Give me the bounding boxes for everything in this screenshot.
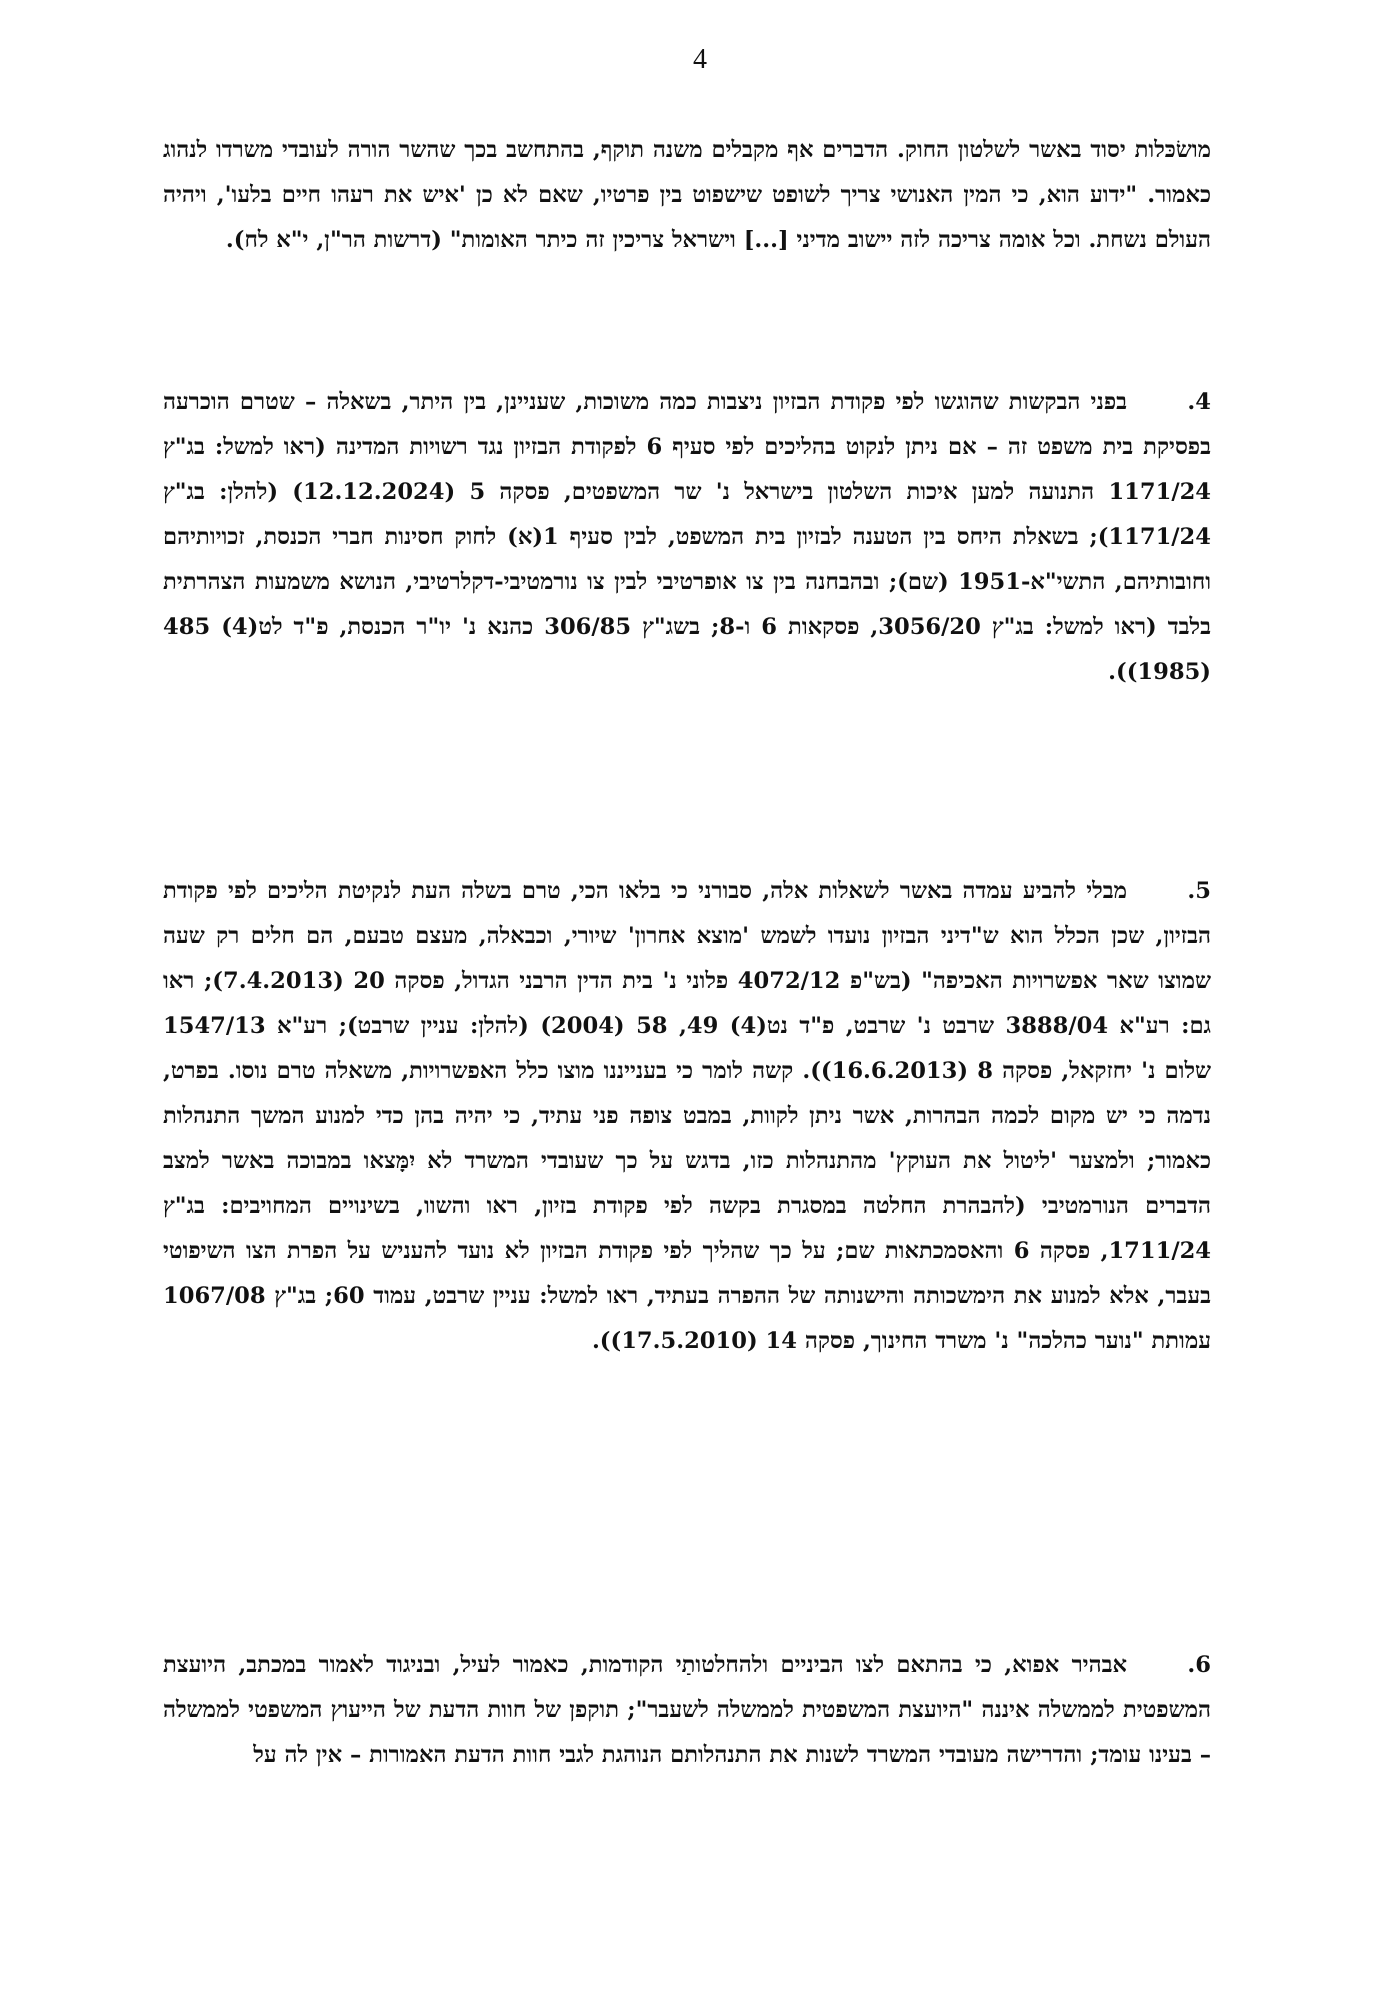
paragraph-number: 5. [1187, 878, 1211, 904]
paragraph-number: 6. [1187, 1652, 1211, 1678]
paragraph-3-continuation [163, 128, 1211, 263]
paragraph-body: מבלי להביע עמדה באשר לשאלות אלה, סבורני כי בלאו הכי, טרם בשלה העת לנקיטת הליכים לפי פקודת הבזיון, שכן הכלל הוא ש"דיני הבזיון נועדו לשמש 'מוצא אחרון' שיורי, וכבאלה, מעצם טבעם, הם חלים רק שעה שמוצו שאר אפשרויות האכיפה" (בש"פ 4072/12 פלוני נ' בית הדין הרבני הגדול, פסקה 20 (7.4.2013); ראו גם: רע"א 3888/04 שרבט נ' שרבט, פ"ד נט(4) 49, 58 (2004) (להלן: עניין שרבט); רע"א 1547/13 שלום נ' יחזקאל, פסקה 8 (16.6.2013)). קשה לומר כי בענייננו מוצו כלל האפשרויות, משאלה טרם נוסו. בפרט, נדמה כי יש מקום לכמה הבהרות, אשר ניתן לקוות, במבט צופה פני עתיד, כי יהיה בהן כדי למנוע המשך התנהלות כאמור; ולמצער 'ליטול את העוקץ' מהתנהלות כזו, בדגש על כך שעובדי המשרד לא יִמָּצאו במבוכה באשר למצב הדברים הנורמטיבי (להבהרת החלטה במסגרת בקשה לפי פקודת בזיון, ראו והשוו, בשינויים המחויבים: בג"ץ 1711/24, פסקה 6 והאסמכתאות שם; על כך שהליך לפי פקודת הבזיון לא נועד להעניש על הפרת הצו השיפוטי בעבר, אלא למנוע את הימשכותה והישנותה של ההפרה בעתיד, ראו למשל: עניין שרבט, עמוד 60; בג"ץ 1067/08 עמותת "נוער כהלכה" נ' משרד החינוך, פסקה 14 (17.5.2010)). [163, 878, 1212, 1354]
paragraph-text [163, 128, 1211, 263]
paragraph-text [163, 869, 1211, 1364]
paragraph-body: אבהיר אפוא, כי בהתאם לצו הביניים ולהחלטותַי הקודמות, כאמור לעיל, ובניגוד לאמור במכתב, היועצת המשפטית לממשלה איננה "היועצת המשפטית לממשלה לשעבר"; תוקפן של חוות הדעת של הייעוץ המשפטי לממשלה – בעינו עומד; והדרישה מעובדי המשרד לשנות את התנהלותם הנוהגת לגבי חוות הדעת האמורות – אין לה על [163, 1652, 1211, 1768]
paragraph-4 [163, 380, 1211, 695]
paragraph-body: מושׂכּלות יסוד באשר לשלטון החוק. הדברים אף מקבלים משנה תוקף, בהתחשב בכך שהשר הורה לעובדי משרדו לנהוג כאמור. "ידוע הוא, כי המין האנושי צריך לשופט שישפוט בין פרטיו, שאם לא כן 'איש את רעהו חיים בלעו', ויהיה העולם נשחת. וכל אומה צריכה לזה יישוב מדיני [...] וישראל צריכין זה כיתר האומות" (דרשות הר"ן, י"א לח). [163, 137, 1211, 253]
paragraph-body: בפני הבקשות שהוגשו לפי פקודת הבזיון ניצבות כמה משוכות, שעניינן, בין היתר, בשאלה – שטרם הוכרעה בפסיקת בית משפט זה – אם ניתן לנקוט בהליכים לפי סעיף 6 לפקודת הבזיון נגד רשויות המדינה (ראו למשל: בג"ץ 1171/24 התנועה למען איכות השלטון בישראל נ' שר המשפטים, פסקה 5 (12.12.2024) (להלן: בג"ץ 1171/24); בשאלת היחס בין הטענה לבזיון בית המשפט, לבין סעיף 1(א) לחוק חסינות חברי הכנסת, זכויותיהם וחובותיהם, התשי"א-1951 (שם); ובהבחנה בין צו אופרטיבי לבין צו נורמטיבי-דקלרטיבי, הנושא משמעות הצהרתית בלבד (ראו למשל: בג"ץ 3056/20, פסקאות 6 ו-8; בשג"ץ 306/85 כהנא נ' יו"ר הכנסת, פ"ד לט(4) 485 (1985)). [163, 389, 1212, 685]
page-number: 4 [693, 44, 707, 75]
paragraph-text [163, 380, 1211, 695]
paragraph-5 [163, 869, 1211, 1364]
paragraph-6 [163, 1643, 1211, 1778]
paragraph-number: 4. [1187, 389, 1211, 415]
paragraph-text [163, 1643, 1211, 1778]
